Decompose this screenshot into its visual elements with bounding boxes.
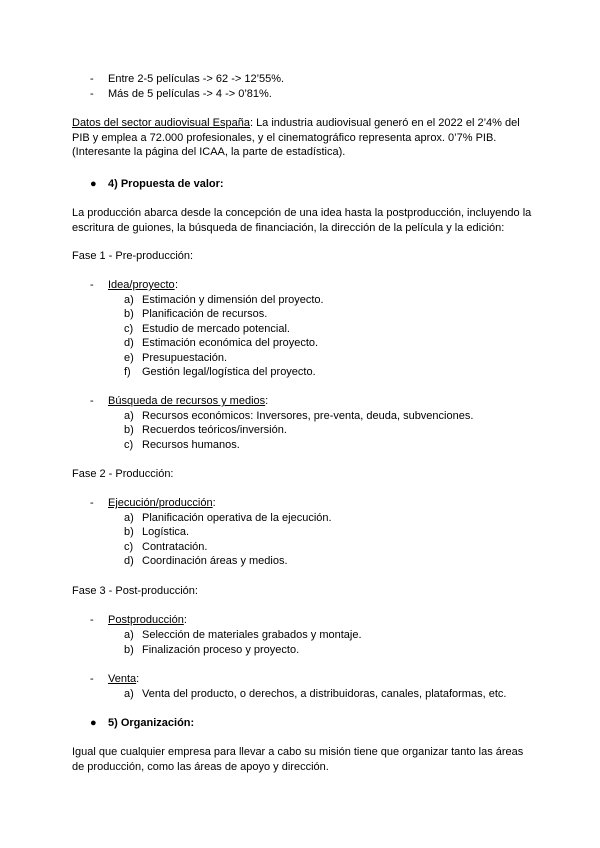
sub-item: c) Contratación. <box>124 541 208 553</box>
dash-marker: - <box>90 614 94 626</box>
sub-item: a) Planificación operativa de la ejecución. <box>124 512 332 524</box>
sub-item: a) Venta del producto, o derechos, a distribuidoras, canales, plataformas, etc. <box>124 688 507 700</box>
sub-item: a) Recursos económicos: Inversores, pre-venta, deuda, subvenciones. <box>124 410 474 422</box>
bullet-icon: ● <box>90 178 97 190</box>
bullet-icon: ● <box>90 717 97 729</box>
sub-item: c) Estudio de mercado potencial. <box>124 323 290 335</box>
sub-item: a) Estimación y dimensión del proyecto. <box>124 294 324 306</box>
sub-item: e) Presupuestación. <box>124 352 227 364</box>
group-label-wrap: Ejecución/producción: <box>108 497 216 509</box>
dash-marker: - <box>90 497 94 509</box>
datos-text: : La industria audiovisual generó en el 2022 el 2’4% del PIB y emplea a 72.000 profesionales, y el cinematográfico representa aprox. 0’7% PIB. (Interesante la página del ICAA, la parte de estadística). <box>72 117 520 158</box>
group-label-wrap: Postproducción: <box>108 614 187 626</box>
sub-item: c) Recursos humanos. <box>124 439 240 451</box>
datos-paragraph <box>72 116 532 160</box>
closing-paragraph: Igual que cualquier empresa para llevar a cabo su misión tiene que organizar tanto las áreas de producción, como las áreas de apoyo y dirección. <box>72 746 524 773</box>
sub-item: d) Coordinación áreas y medios. <box>124 555 288 567</box>
dash-marker: - <box>90 395 94 407</box>
phase-title: Fase 1 - Pre-producción: <box>72 250 194 262</box>
section-title: 4) Propuesta de valor: <box>108 178 224 190</box>
colon: : <box>175 279 179 291</box>
dash-marker: - <box>90 73 94 85</box>
sub-item: d) Estimación económica del proyecto. <box>124 337 319 349</box>
phase-title: Fase 2 - Producción: <box>72 468 174 480</box>
sub-item: f) Gestión legal/logística del proyecto. <box>124 366 316 378</box>
sub-item: b) Finalización proceso y proyecto. <box>124 644 300 656</box>
intro-paragraph: La producción abarca desde la concepción de una idea hasta la postproducción, incluyendo la escritura de guiones, la búsqueda de financiación, la dirección de la película y la edición: <box>72 207 532 234</box>
phase-title: Fase 3 - Post-producción: <box>72 585 198 597</box>
dash-marker: - <box>90 673 94 685</box>
group-label-wrap: Búsqueda de recursos y medios: <box>108 395 269 407</box>
section-heading <box>90 177 224 192</box>
group-label: Idea/proyecto <box>108 279 175 291</box>
group-label-wrap: Venta: <box>108 673 140 685</box>
dash-marker: - <box>90 279 94 291</box>
section-title: 5) Organización: <box>108 717 195 729</box>
list-item-text: Entre 2-5 películas -> 62 -> 12’55%. <box>108 73 285 85</box>
datos-label: Datos del sector audiovisual España <box>72 117 250 129</box>
sub-item: b) Recuerdos teóricos/inversión. <box>124 424 287 436</box>
sub-item: b) Planificación de recursos. <box>124 308 268 320</box>
sub-item: a) Selección de materiales grabados y montaje. <box>124 629 362 641</box>
list-item-text: Más de 5 películas -> 4 -> 0’81%. <box>108 88 272 100</box>
dash-marker: - <box>90 88 94 100</box>
section-heading <box>90 716 194 731</box>
sub-item: b) Logística. <box>124 526 190 538</box>
